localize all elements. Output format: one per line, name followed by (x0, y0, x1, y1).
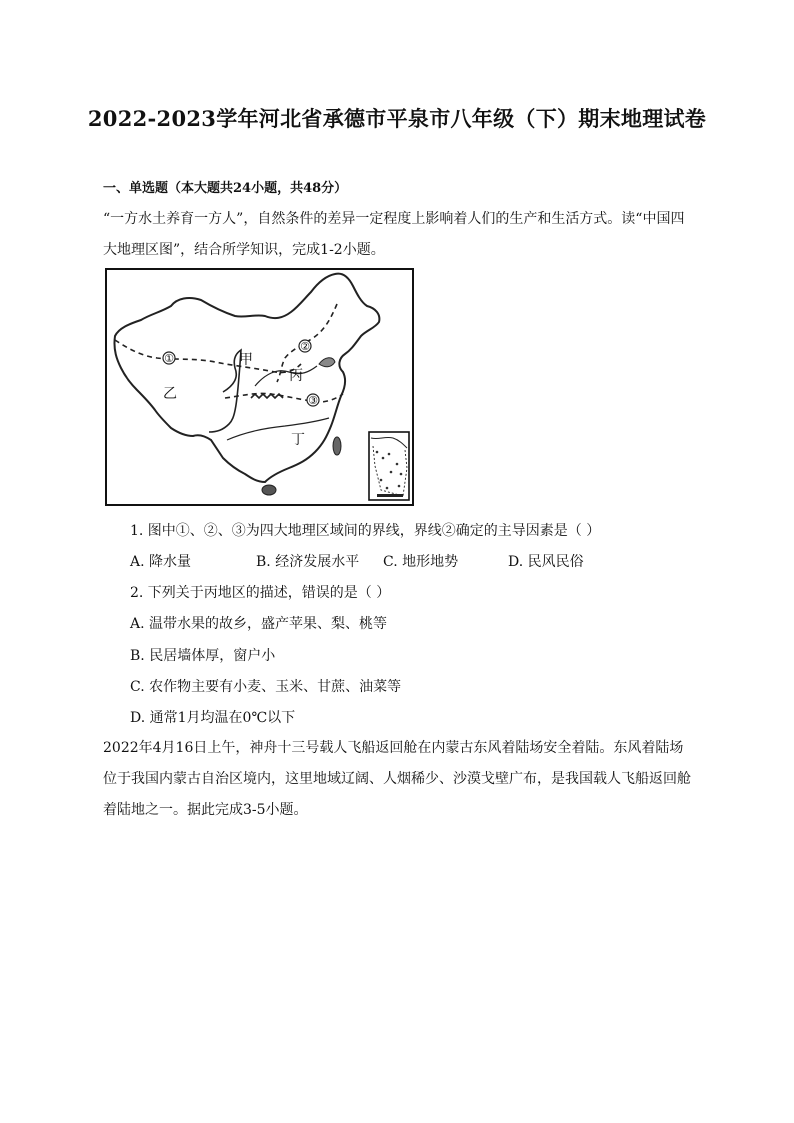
question-1-option-a: A. 降水量 (130, 554, 192, 570)
boundary-marker-1: ① (164, 352, 174, 365)
region-label-ding: 丁 (291, 432, 305, 448)
inset-scale-bar (377, 494, 403, 497)
question-2-option-a: A. 温带水果的故乡，盛产苹果、梨、桃等 (130, 616, 388, 632)
question-2-option-d: D. 通常1月均温在0℃以下 (130, 710, 296, 726)
map-frame (106, 269, 413, 505)
region-label-bing: 丙 (289, 368, 303, 384)
question-2-option-b: B. 民居墙体厚，窗户小 (130, 648, 276, 664)
boundary-marker-3: ③ (308, 394, 318, 407)
china-regions-map (105, 268, 414, 506)
page-title: 2022-2023学年河北省承德市平泉市八年级（下）期末地理试卷 (87, 106, 707, 131)
question-1-stem: 1. 图中①、②、③为四大地理区域间的界线，界线②确定的主导因素是（ ） (130, 523, 601, 539)
hainan-island (262, 485, 276, 495)
question-1-option-b: B. 经济发展水平 (256, 554, 360, 570)
question-1-option-d: D. 民风民俗 (508, 554, 584, 570)
intro-paragraph-1: “一方水土养育一方人”，自然条件的差异一定程度上影响着人们的生产和生活方式。读“中国四大地理区图”，结合所学知识，完成1-2小题。 (103, 211, 685, 258)
region-label-jia: 甲 (239, 352, 253, 368)
section-heading: 一、单选题（本大题共24小题，共48分） (103, 181, 348, 196)
boundary-marker-2: ② (300, 340, 310, 353)
question-2-option-c: C. 农作物主要有小麦、玉米、甘蔗、油菜等 (130, 679, 402, 695)
region-label-yi: 乙 (163, 386, 177, 402)
taiwan-island (333, 437, 341, 455)
question-2-stem: 2. 下列关于丙地区的描述，错误的是（ ） (130, 585, 391, 601)
intro-paragraph-2: 2022年4月16日上午，神舟十三号载人飞船返回舱在内蒙古东风着陆场安全着陆。东风着陆场位于我国内蒙古自治区境内，这里地域辽阔、人烟稀少、沙漠戈壁广布，是我国载人飞船返回舱着陆地之一。据此完成3-5小题。 (103, 740, 691, 818)
question-1-option-c: C. 地形地势 (383, 554, 459, 570)
